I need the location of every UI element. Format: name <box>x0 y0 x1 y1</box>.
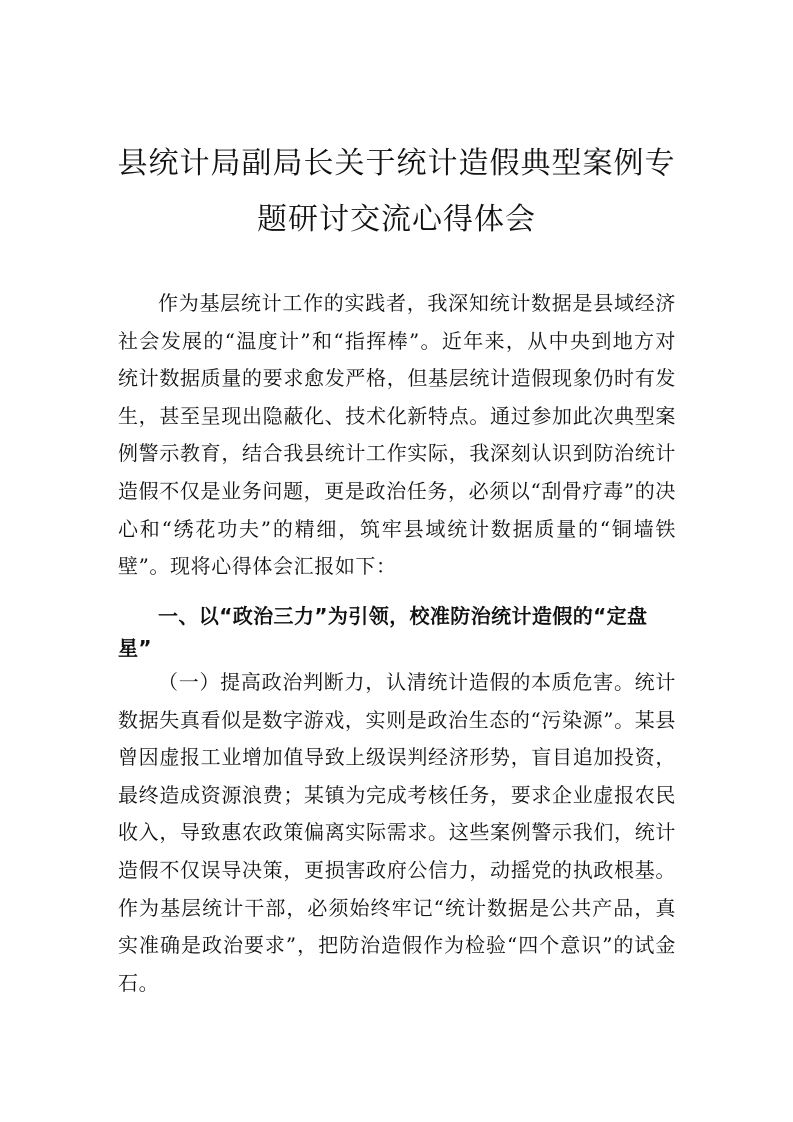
intro-paragraph: 作为基层统计工作的实践者，我深知统计数据是县域经济社会发展的“温度计”和“指挥棒”。近年来，从中央到地方对统计数据质量的要求愈发严格，但基层统计造假现象仍时有发生，甚至呈现出隐蔽化、技术化新特点。通过参加此次典型案例警示教育，结合我县统计工作实际，我深刻认识到防治统计造假不仅是业务问题，更是政治任务，必须以“刮骨疗毒”的决心和“绣花功夫”的精细，筑牢县域统计数据质量的“铜墙铁壁”。现将心得体会汇报如下： <box>118 291 676 579</box>
section-heading-1: 一、以“政治三力”为引领，校准防治统计造假的“定盘星” <box>118 604 648 660</box>
subsection-paragraph-1: （一）提高政治判断力，认清统计造假的本质危害。统计数据失真看似是数字游戏，实则是政治生态的“污染源”。某县曾因虚报工业增加值导致上级误判经济形势，盲目追加投资，最终造成资源浪费；某镇为完成考核任务，要求企业虚报农民收入，导致惠农政策偏离实际需求。这些案例警示我们，统计造假不仅误导决策，更损害政府公信力，动摇党的执政根基。作为基层统计干部，必须始终牢记“统计数据是公共产品，真实准确是政治要求”，把防治造假作为检验“四个意识”的试金石。 <box>118 670 676 995</box>
document-title-line-1: 县统计局副局长关于统计造假典型案例专 <box>117 146 676 181</box>
document-title-line-2: 题研讨交流心得体会 <box>257 202 536 237</box>
